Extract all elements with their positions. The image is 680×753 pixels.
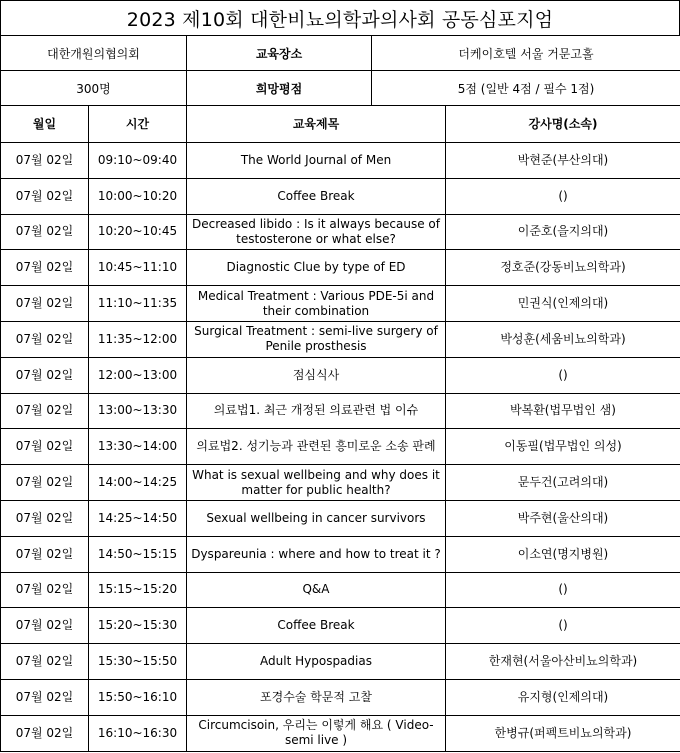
- row-time: 13:00~13:30: [89, 393, 187, 429]
- column-header-title: 교육제목: [187, 106, 446, 143]
- schedule-header-row: [1, 106, 680, 143]
- row-title: Coffee Break: [187, 608, 446, 644]
- venue-value: 더케이호텔 서울 거문고홀: [372, 36, 680, 71]
- capacity-value: 300명: [1, 71, 187, 106]
- row-date: 07월 02일: [1, 178, 89, 214]
- row-date: 07월 02일: [1, 608, 89, 644]
- row-title: Surgical Treatment : semi-live surgery of Penile prosthesis: [187, 321, 446, 357]
- row-title: Coffee Break: [187, 178, 446, 214]
- table-row: [1, 572, 680, 608]
- row-time: 13:30~14:00: [89, 429, 187, 465]
- row-speaker: 박성훈(세움비뇨의학과): [446, 321, 680, 357]
- info-row-credits: [1, 71, 680, 106]
- row-title: Decreased libido : Is it always because of testosterone or what else?: [187, 214, 446, 250]
- row-title: 포경수술 학문적 고찰: [187, 679, 446, 715]
- row-title: The World Journal of Men: [187, 143, 446, 179]
- row-title: Q&A: [187, 572, 446, 608]
- row-time: 15:50~16:10: [89, 679, 187, 715]
- row-date: 07월 02일: [1, 679, 89, 715]
- row-title: What is sexual wellbeing and why does it matter for public health?: [187, 465, 446, 501]
- venue-label: 교육장소: [187, 36, 372, 71]
- table-row: [1, 393, 680, 429]
- row-date: 07월 02일: [1, 214, 89, 250]
- row-speaker: 정호준(강동비뇨의학과): [446, 250, 680, 286]
- row-time: 10:45~11:10: [89, 250, 187, 286]
- table-row: [1, 536, 680, 572]
- row-date: 07월 02일: [1, 250, 89, 286]
- row-title: Diagnostic Clue by type of ED: [187, 250, 446, 286]
- row-time: 15:20~15:30: [89, 608, 187, 644]
- table-row: [1, 143, 680, 179]
- schedule-table: [0, 105, 680, 752]
- table-row: [1, 357, 680, 393]
- row-speaker: 이소연(명지병원): [446, 536, 680, 572]
- row-time: 12:00~13:00: [89, 357, 187, 393]
- table-row: [1, 429, 680, 465]
- row-time: 10:20~10:45: [89, 214, 187, 250]
- row-speaker: 박복환(법무법인 샘): [446, 393, 680, 429]
- row-title: 의료법1. 최근 개정된 의료관련 법 이슈: [187, 393, 446, 429]
- row-speaker: 박현준(부산의대): [446, 143, 680, 179]
- row-time: 14:25~14:50: [89, 500, 187, 536]
- credits-label: 희망평점: [187, 71, 372, 106]
- row-speaker: (): [446, 357, 680, 393]
- table-row: [1, 679, 680, 715]
- row-speaker: (): [446, 178, 680, 214]
- row-speaker: 문두건(고려의대): [446, 465, 680, 501]
- row-time: 10:00~10:20: [89, 178, 187, 214]
- row-date: 07월 02일: [1, 500, 89, 536]
- row-title: 의료법2. 성기능과 관련된 흥미로운 소송 판례: [187, 429, 446, 465]
- table-row: [1, 321, 680, 357]
- row-time: 11:10~11:35: [89, 286, 187, 322]
- row-date: 07월 02일: [1, 644, 89, 680]
- table-row: [1, 500, 680, 536]
- row-time: 11:35~12:00: [89, 321, 187, 357]
- table-row: [1, 286, 680, 322]
- row-speaker: (): [446, 572, 680, 608]
- row-date: 07월 02일: [1, 715, 89, 751]
- row-title: Medical Treatment : Various PDE-5i and their combination: [187, 286, 446, 322]
- organizer-value: 대한개원의협의회: [1, 36, 187, 71]
- table-row: [1, 715, 680, 751]
- row-speaker: 한병규(퍼펙트비뇨의학과): [446, 715, 680, 751]
- row-speaker: 한재현(서울아산비뇨의학과): [446, 644, 680, 680]
- row-speaker: 박주현(울산의대): [446, 500, 680, 536]
- table-row: [1, 250, 680, 286]
- table-row: [1, 465, 680, 501]
- row-speaker: 이동필(법무법인 의성): [446, 429, 680, 465]
- table-row: [1, 608, 680, 644]
- row-date: 07월 02일: [1, 143, 89, 179]
- row-speaker: 이준호(을지의대): [446, 214, 680, 250]
- row-title: Adult Hypospadias: [187, 644, 446, 680]
- row-date: 07월 02일: [1, 536, 89, 572]
- row-date: 07월 02일: [1, 393, 89, 429]
- row-time: 14:00~14:25: [89, 465, 187, 501]
- row-speaker: 유지형(인제의대): [446, 679, 680, 715]
- credits-value: 5점 (일반 4점 / 필수 1점): [372, 71, 680, 106]
- row-speaker: (): [446, 608, 680, 644]
- row-time: 14:50~15:15: [89, 536, 187, 572]
- row-time: 15:30~15:50: [89, 644, 187, 680]
- row-title: 점심식사: [187, 357, 446, 393]
- table-row: [1, 214, 680, 250]
- row-date: 07월 02일: [1, 321, 89, 357]
- info-row-venue: [1, 36, 680, 71]
- row-title: Sexual wellbeing in cancer survivors: [187, 500, 446, 536]
- row-time: 16:10~16:30: [89, 715, 187, 751]
- row-time: 15:15~15:20: [89, 572, 187, 608]
- info-table: [0, 35, 680, 106]
- row-date: 07월 02일: [1, 429, 89, 465]
- schedule-body: [1, 143, 680, 752]
- column-header-time: 시간: [89, 106, 187, 143]
- row-date: 07월 02일: [1, 465, 89, 501]
- row-date: 07월 02일: [1, 286, 89, 322]
- column-header-date: 월일: [1, 106, 89, 143]
- row-time: 09:10~09:40: [89, 143, 187, 179]
- row-date: 07월 02일: [1, 572, 89, 608]
- row-date: 07월 02일: [1, 357, 89, 393]
- document-title: 2023 제10회 대한비뇨의학과의사회 공동심포지엄: [0, 0, 680, 36]
- row-title: Circumcisoin, 우리는 이렇게 해요 ( Video-semi live ): [187, 715, 446, 751]
- row-speaker: 민권식(인제의대): [446, 286, 680, 322]
- table-row: [1, 178, 680, 214]
- table-row: [1, 644, 680, 680]
- column-header-speaker: 강사명(소속): [446, 106, 680, 143]
- row-title: Dyspareunia : where and how to treat it ?: [187, 536, 446, 572]
